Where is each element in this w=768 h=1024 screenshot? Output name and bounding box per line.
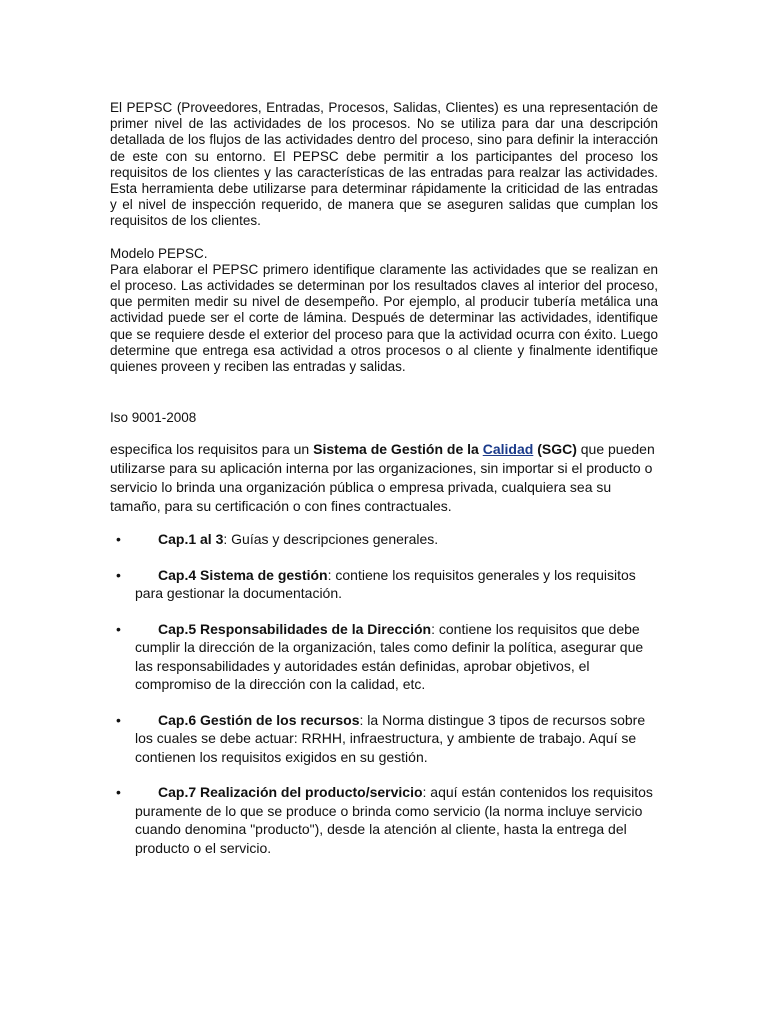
- list-item: [110, 566, 660, 603]
- bullet-icon: •: [116, 784, 121, 801]
- iso-intro-bold-2: (SGC): [533, 441, 577, 458]
- chapter-label: Cap.7 Realización del producto/servicio: [158, 784, 423, 801]
- iso-intro-paragraph: [110, 440, 660, 516]
- chapter-text: : la Norma distingue 3 tipos de recursos sobre los cuales se debe actuar: RRHH, infraestructura, y ambiente de trabajo. Aquí se contienen los requisitos exigidos en su gestión.: [135, 711, 646, 765]
- chapter-text: : contiene los requisitos que debe cumplir la dirección de la organización, tales como definir la política, asegurar que las responsabilidades y autoridades están definidas, aprobar objetivos, el compromiso de la dirección con la calidad, etc.: [135, 620, 644, 693]
- iso-intro-after: que pueden utilizarse para su aplicación interna por las organizaciones, sin importar si el producto o servicio lo brinda una organización pública o empresa privada, cualquiera sea su tamaño, para su certificación o con fines contractuales.: [110, 441, 655, 515]
- chapter-label: Cap.1 al 3: [158, 531, 224, 548]
- bullet-icon: •: [116, 566, 121, 583]
- iso-intro-bold-1: Sistema de Gestión de la: [313, 441, 483, 458]
- bullet-icon: •: [116, 620, 121, 637]
- document-page: [110, 100, 658, 874]
- iso-title: Iso 9001-2008: [110, 410, 197, 426]
- list-item: [110, 530, 660, 549]
- calidad-link[interactable]: Calidad: [482, 441, 534, 458]
- list-item: [110, 783, 660, 857]
- chapter-label: Cap.6 Gestión de los recursos: [158, 711, 360, 728]
- list-item: [110, 620, 660, 694]
- bullet-icon: •: [116, 531, 121, 548]
- list-item: [110, 711, 660, 767]
- chapter-label: Cap.4 Sistema de gestión: [158, 566, 328, 583]
- pepsc-paragraph: El PEPSC (Proveedores, Entradas, Procesos, Salidas, Clientes) es una representación de primer nivel de las actividades de los procesos. No se utiliza para dar una descripción detallada de los flujos de las actividades dentro del proceso, sino para definir la interacción de este con su entorno. El PEPSC debe permitir a los participantes del proceso los requisitos de los clientes y las características de las entradas para realzar las actividades. Esta herramienta debe utilizarse para determinar rápidamente la criticidad de las entradas y el nivel de inspección requerido, de manera que se aseguren salidas que cumplan los requisitos de los clientes.: [110, 100, 658, 229]
- iso-intro-before: especifica los requisitos para un: [110, 441, 314, 458]
- chapter-label: Cap.5 Responsabilidades de la Dirección: [158, 620, 432, 637]
- pepsc-instructions-paragraph: Para elaborar el PEPSC primero identifique claramente las actividades que se realizan en el proceso. Las actividades se determinan por los resultados claves al interior del proceso, que permiten medir su nivel de desempeño. Por ejemplo, al producir tubería metálica una actividad puede ser el corte de lámina. Después de determinar las actividades, identifique que se requiere desde el exterior del proceso para que la actividad ocurra con éxito. Luego determine que entrega esa actividad a otros procesos o al cliente y finalmente identifique quienes proveen y reciben las entradas y salidas.: [110, 261, 658, 375]
- bullet-icon: •: [116, 711, 121, 728]
- chapter-list: [110, 530, 658, 857]
- chapter-text: : Guías y descripciones generales.: [223, 531, 439, 548]
- model-title: Modelo PEPSC.: [110, 245, 208, 261]
- chapter-text: : contiene los requisitos generales y los requisitos para gestionar la documentación.: [135, 566, 636, 602]
- chapter-text: : aquí están contenidos los requisitos puramente de lo que se produce o brinda como servicio (la norma incluye servicio cuando denomina "producto"), desde la atención al cliente, hasta la entrega del producto o el servicio.: [135, 784, 653, 856]
